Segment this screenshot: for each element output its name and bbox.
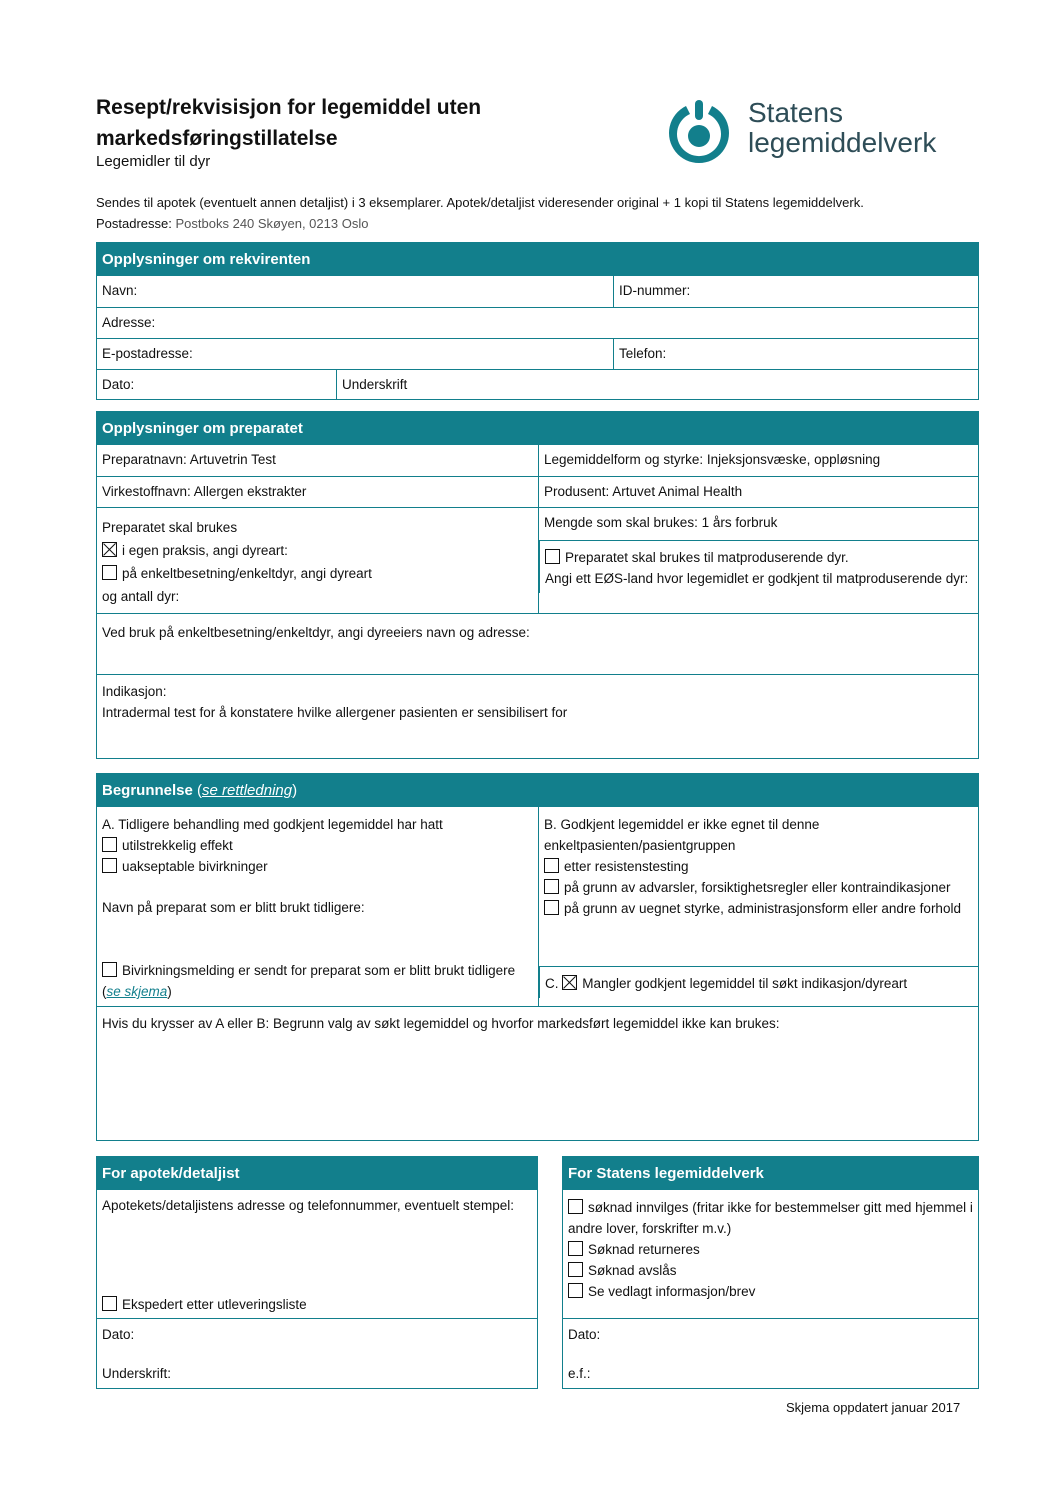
checkbox-innvilges[interactable]	[568, 1199, 583, 1214]
field-indikasjon[interactable]: Indikasjon: Intradermal test for å konstatere hvilke allergener pasienten er sensibilisert for	[102, 684, 568, 720]
field-bruk: Preparatet skal brukes i egen praksis, angi dyreart: på enkeltbesetning/enkeltdyr, angi dyreart og antall dyr:	[102, 520, 372, 604]
field-navn[interactable]: Navn:	[102, 283, 138, 298]
field-apotek-adresse[interactable]: Apotekets/detaljistens adresse og telefonnummer, eventuelt stempel: Ekspedert etter utleveringsliste	[102, 1198, 514, 1312]
checkbox-ekspedert[interactable]	[102, 1296, 117, 1311]
section-preparat	[96, 411, 979, 759]
checkbox-advarsler[interactable]	[544, 879, 559, 894]
checkbox-vedlagt[interactable]	[568, 1283, 583, 1298]
field-dyreeier[interactable]: Ved bruk på enkeltbesetning/enkeltdyr, angi dyreeiers navn og adresse:	[102, 625, 530, 640]
field-begrunn-valg[interactable]: Hvis du krysser av A eller B: Begrunn valg av søkt legemiddel og hvorfor markedsført legemiddel ikke kan brukes:	[102, 1016, 780, 1031]
group-b-c	[538, 807, 978, 1006]
logo	[666, 98, 976, 168]
checkbox-returneres[interactable]	[568, 1241, 583, 1256]
group-slv-decision: søknad innvilges (fritar ikke for bestemmelser gitt med hjemmel i andre lover, forskrifter m.v.) Søknad returneres Søknad avslås Se vedlagt informasjon/brev	[568, 1200, 973, 1299]
section-slv	[562, 1156, 979, 1389]
field-telefon[interactable]: Telefon:	[613, 339, 978, 369]
field-legemiddelform[interactable]: Legemiddelform og styrke: Injeksjonsvæske, oppløsning	[538, 445, 978, 476]
rettledning-link[interactable]: se rettledning	[202, 782, 293, 799]
checkbox-uakseptable-bivirkninger[interactable]	[102, 858, 117, 873]
field-apotek-signatur[interactable]: Dato: Underskrift:	[102, 1327, 172, 1381]
field-mengde-group	[538, 508, 978, 613]
field-epost[interactable]: E-postadresse:	[102, 346, 193, 361]
group-b: B. Godkjent legemiddel er ikke egnet til denne enkeltpasienten/pasientgruppen etter resistenstesting på grunn av advarsler, forsiktighetsregler eller kontraindikasjoner på grunn av uegnet styrke, administrasjonsform eller andre forhold	[539, 807, 978, 967]
field-id-nummer[interactable]: ID-nummer:	[613, 276, 978, 307]
form-title: Resept/rekvisisjon for legemiddel uten markedsføringstillatelse	[96, 96, 482, 150]
field-dato[interactable]: Dato:	[102, 377, 135, 392]
checkbox-utilstrekkelig-effekt[interactable]	[102, 837, 117, 852]
section-begrunnelse	[96, 773, 979, 1141]
logo-icon	[666, 100, 732, 166]
section-heading: For Statens legemiddelverk	[563, 1157, 978, 1190]
field-matprod: Preparatet skal brukes til matproduserende dyr. Angi ett EØS-land hvor legemidlet er godkjent til matproduserende dyr:	[539, 541, 978, 593]
field-slv-signatur[interactable]: Dato: e.f.:	[568, 1327, 601, 1381]
checkbox-resistenstesting[interactable]	[544, 858, 559, 873]
intro-text: Sendes til apotek (eventuelt annen detaljist) i 3 eksemplarer. Apotek/detaljist videresender original + 1 kopi til Statens legemiddelverk. Postadresse: Postboks 240 Skøyen, 0213 Oslo	[96, 195, 864, 231]
skjema-link[interactable]: se skjema	[106, 984, 168, 999]
checkbox-uegnet-styrke[interactable]	[544, 900, 559, 915]
section-heading: Opplysninger om preparatet	[97, 412, 978, 445]
checkbox-matproduserende[interactable]	[545, 549, 560, 564]
section-heading: For apotek/detaljist	[97, 1157, 537, 1190]
field-adresse[interactable]: Adresse:	[102, 315, 156, 330]
field-virkestoff[interactable]: Virkestoffnavn: Allergen ekstrakter	[102, 484, 307, 499]
section-rekvirent	[96, 242, 979, 400]
checkbox-enkeltbesetning[interactable]	[102, 565, 117, 580]
footer-note: Skjema oppdatert januar 2017	[786, 1400, 961, 1415]
section-heading: Opplysninger om rekvirenten	[97, 243, 978, 276]
group-a: A. Tidligere behandling med godkjent legemiddel har hatt utilstrekkelig effekt uakseptable bivirkninger Navn på preparat som er blitt brukt tidligere: Bivirkningsmelding er sendt for preparat som er blitt brukt tidligere (se skjema)	[102, 817, 516, 999]
field-produsent[interactable]: Produsent: Artuvet Animal Health	[538, 477, 978, 507]
form-subtitle: Legemidler til dyr	[96, 153, 211, 170]
group-c: C. Mangler godkjent legemiddel til søkt indikasjon/dyreart	[539, 967, 978, 998]
field-underskrift[interactable]: Underskrift	[336, 370, 978, 399]
checkbox-egen-praksis[interactable]	[102, 542, 117, 557]
checkbox-mangler-godkjent[interactable]	[562, 975, 577, 990]
checkbox-bivirkningsmelding[interactable]	[102, 962, 117, 977]
field-preparatnavn[interactable]: Preparatnavn: Artuvetrin Test	[102, 452, 276, 467]
section-heading: Begrunnelse (se rettledning)	[97, 774, 978, 807]
field-mengde[interactable]: Mengde som skal brukes: 1 års forbruk	[539, 508, 978, 541]
section-apotek	[96, 1156, 538, 1389]
checkbox-avslaas[interactable]	[568, 1262, 583, 1277]
logo-text: Statens legemiddelverk	[748, 97, 937, 158]
